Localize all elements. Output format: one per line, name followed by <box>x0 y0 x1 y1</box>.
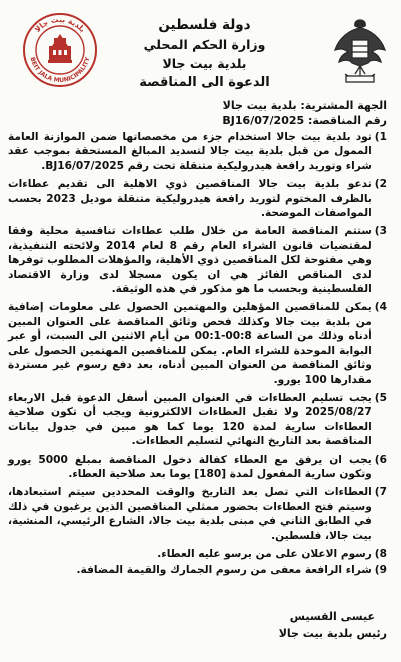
seal-text-bottom: BEIT JALA MUNICIPALITY <box>28 56 92 85</box>
ministry-name: وزارة الحكم المحلي <box>143 37 266 52</box>
clause-text: شراء الرافعة معفى من رسوم الجمارك والقيمة المضافة. <box>76 564 372 577</box>
clause-text: العطاءات التي تصل بعد التاريخ والوقت المحددين سيتم استبعادها، وسيتم فتح العطاءات بحضور ممثلي المناقصين الذين يرغبون في ذلك في الطابق الثاني في مبنى بلدية بيت جالا، الشارع الرئيسي، المنشية، بيت جالا، فلسطين. <box>8 486 372 542</box>
clause-number: 9) <box>374 564 387 577</box>
seal-text-top: بلدية بيت جالا <box>32 14 88 34</box>
signatory-name: عيسى القسيس <box>289 610 375 623</box>
clause-number: 7) <box>374 486 387 499</box>
clause-number: 5) <box>374 391 387 404</box>
clause-text: تود بلدية بيت جالا استخدام جزء من مخصصاتها ضمن الموازنة العامة الممول من قبل بلدية بيت جالا لتسديد المبالغ المستحقة بموجب عقد شراء وتوريد رافعة هيدروليكية متنقلة تحت رقم BJ16/07/2025. <box>8 131 372 172</box>
clause-number: 8) <box>374 547 387 560</box>
clause-text: ستتم المناقصة العامة من خلال طلب عطاءات تنافسية محلية وفقا لمقتضيات قانون الشراء العام رقم 8 لعام 2014 ولائحته التنفيذية، وهي مفتوحة لكل المناقصين ذوي الأهلية، والمؤهلات المطلوب توفرها لدى المناقص الفائز هي ان يكون مسجلا لدى وزارة الاقتصاد الفلسطينية وبحسب ما هو مذكور في هذه الوثيقة. <box>8 225 372 296</box>
clause-text: رسوم الاعلان على من يرسو عليه العطاء. <box>157 547 372 560</box>
list-item <box>8 547 387 561</box>
list-item <box>8 563 387 577</box>
country-name: دولة فلسطين <box>158 17 251 33</box>
clause-number: 1) <box>374 131 387 143</box>
notice-title: الدعوة الى المناقصة <box>139 75 270 90</box>
list-item <box>8 485 387 543</box>
header-titles <box>118 16 291 92</box>
list-item <box>8 224 387 296</box>
clause-number: 4) <box>374 301 387 314</box>
clause-text: تدعو بلدية بيت جالا المناقصين ذوي الاهلية الى تقديم عطاءات بالظرف المختوم لتوريد رافعة هيدروليكية متنقلة موديل 2023 بحسب المواصفات الموضحة. <box>8 178 372 220</box>
list-item <box>8 177 387 220</box>
clause-number: 2) <box>374 178 387 191</box>
tender-meta <box>8 98 391 128</box>
tender-clauses <box>8 130 391 578</box>
clause-number: 6) <box>374 453 387 466</box>
municipality-seal-icon <box>22 12 98 88</box>
palestine-emblem-icon <box>331 14 389 88</box>
purchasing-authority: الجهة المشترية: بلدية بيت جالا <box>222 99 387 112</box>
tender-number: رقم المناقصة: BJ16/07/2025 <box>222 114 387 127</box>
list-item <box>8 453 387 482</box>
clause-text: يجب ان يرفق مع العطاء كفالة دخول المناقصة بمبلغ 5000 يورو وتكون سارية المفعول لمدة [180] يوما بعد صلاحية العطاء. <box>8 453 372 480</box>
clause-number: 3) <box>374 225 387 238</box>
document-header <box>8 4 391 96</box>
clause-text: يجب تسليم العطاءات في العنوان المبين أسفل الدعوة قبل الاربعاء 2025/08/27 ولا تقبل العطاءات الالكترونية ويجب أن تكون صلاحية العطاءات سارية لمدة 120 يوما كما هو مبين في جدول بيانات المناقصة بعد التاريخ النهائي لتسليم العطاءات. <box>8 391 372 448</box>
signature-block <box>279 608 387 642</box>
clause-text: يمكن للمناقصين المؤهلين والمهتمين الحصول على معلومات إضافية من بلدية بيت جالا وكذلك فحص وثائق المناقصة على العنوان المبين أدناه وذلك من الساعة 00:8-00:1 من أيام الاثنين الى السبت، أو عبر البوابة الموحدة للشراء العام. يمكن للمناقصين المهتمين الحصول على وثائق المناقصة من العنوان المبين أدناه، بعد دفع رسوم غير مستردة مقدارها 100 يورو. <box>8 301 372 386</box>
list-item <box>8 391 387 449</box>
list-item <box>8 300 387 386</box>
list-item <box>8 130 387 173</box>
svg-text:بلدية بيت جالا <box>33 15 88 34</box>
signatory-title: رئيس بلدية بيت جالا <box>278 627 387 640</box>
municipality-name: بلدية بيت جالا <box>162 56 247 71</box>
